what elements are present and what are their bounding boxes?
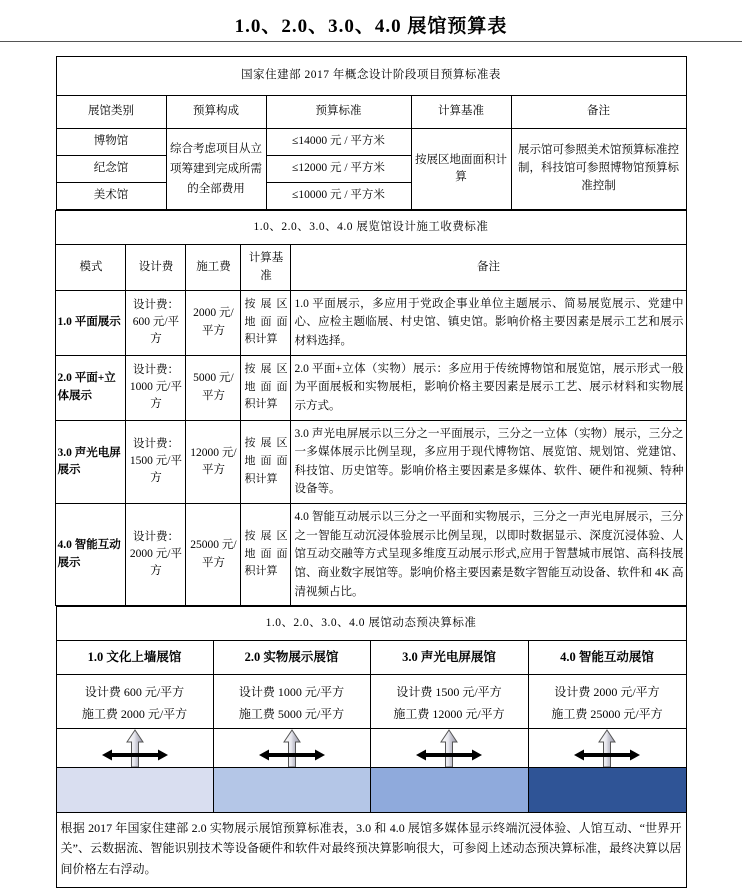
build-fee-1-0: 2000 元/平方 bbox=[186, 290, 241, 355]
up-and-horizontal-arrow-icon bbox=[247, 729, 337, 767]
column-header-basis: 计算基准 bbox=[411, 96, 511, 129]
column-header-build-fee: 施工费 bbox=[186, 245, 241, 291]
column-header-standard: 预算标准 bbox=[266, 96, 411, 129]
mode-3-0: 3.0 声光电屏展示 bbox=[56, 420, 126, 504]
color-bar-4-0 bbox=[529, 768, 686, 812]
build-fee-label-3-0: 施工费 12000 元/平方 bbox=[393, 707, 505, 722]
table-row bbox=[56, 504, 686, 606]
budget-standard-table bbox=[56, 56, 687, 210]
build-fee-label-1-0: 施工费 2000 元/平方 bbox=[81, 707, 188, 722]
pavilion-fees-1-0 bbox=[56, 675, 213, 728]
pavilion-header-1-0: 1.0 文化上墙展馆 bbox=[56, 641, 213, 675]
design-construction-fee-table bbox=[55, 210, 686, 606]
color-bar-1-0 bbox=[57, 768, 213, 812]
fluctuation-arrows-1-0 bbox=[57, 729, 213, 767]
fluctuation-arrows-4-0 bbox=[529, 729, 686, 767]
mode-2-0: 2.0 平面+立体展示 bbox=[56, 355, 126, 420]
design-fee-label-4-0: 设计费 2000 元/平方 bbox=[554, 685, 660, 700]
color-bar-cell-4-0 bbox=[528, 767, 686, 812]
color-bar-cell-3-0 bbox=[370, 767, 528, 812]
arrow-cell-4-0 bbox=[528, 728, 686, 767]
calculation-basis-cell: 按展区地面面积计算 bbox=[411, 129, 511, 210]
column-header-mode: 模式 bbox=[56, 245, 126, 291]
remark-cell: 展示馆可参照美术馆预算标准控制，科技馆可参照博物馆预算标准控制 bbox=[511, 129, 686, 210]
arrow-cell-3-0 bbox=[370, 728, 528, 767]
design-fee-1-0: 设计费：600 元/平方 bbox=[126, 290, 186, 355]
table-row bbox=[56, 607, 686, 641]
build-fee-3-0: 12000 元/平方 bbox=[186, 420, 241, 504]
basis-2-0: 按展区地面面积计算 bbox=[241, 355, 291, 420]
note-4-0: 4.0 智能互动展示以三分之一平面和实物展示，三分之一声光电屏展示，三分之一智能互动沉浸体验展示比例呈现，以即时数据显示、深度沉浸体验、人馆互动交融等方式呈现多维度互动展示形式,应用于智慧城市展馆、高科技展馆、商业数字展馆等。影响价格主要因素是数字智能互动设备、软件和 4K 高清视频占比。 bbox=[291, 504, 686, 606]
color-bar-cell-2-0 bbox=[213, 767, 370, 812]
mode-1-0: 1.0 平面展示 bbox=[56, 290, 126, 355]
pavilion-header-3-0: 3.0 声光电屏展馆 bbox=[370, 641, 528, 675]
table-header-row bbox=[56, 641, 686, 675]
column-header-basis: 计算基准 bbox=[241, 245, 291, 291]
color-bar-row bbox=[56, 767, 686, 812]
budget-standard-museum: ≤14000 元 / 平方米 bbox=[266, 129, 411, 156]
dynamic-budget-table bbox=[56, 606, 687, 888]
table3-caption: 1.0、2.0、3.0、4.0 展馆动态预决算标准 bbox=[56, 607, 686, 641]
fluctuation-arrows-3-0 bbox=[371, 729, 528, 767]
table-row bbox=[56, 57, 686, 96]
up-and-horizontal-arrow-icon bbox=[562, 729, 652, 767]
table2-caption: 1.0、2.0、3.0、4.0 展览馆设计施工收费标准 bbox=[56, 211, 686, 245]
basis-1-0: 按展区地面面积计算 bbox=[241, 290, 291, 355]
color-bar-3-0 bbox=[371, 768, 528, 812]
column-header-composition: 预算构成 bbox=[166, 96, 266, 129]
build-fee-4-0: 25000 元/平方 bbox=[186, 504, 241, 606]
table1-caption: 国家住建部 2017 年概念设计阶段项目预算标准表 bbox=[56, 57, 686, 96]
up-and-horizontal-arrow-icon bbox=[90, 729, 180, 767]
table-header-row bbox=[56, 96, 686, 129]
note-3-0: 3.0 声光电屏展示以三分之一平面展示，三分之一立体（实物）展示，三分之一多媒体展示比例呈现，多应用于现代博物馆、展览馆、规划馆、党建馆、科技馆、历史馆等。影响价格主要因素是多媒体、软件、硬件和视频、特种设备等。 bbox=[291, 420, 686, 504]
table-row bbox=[56, 290, 686, 355]
design-fee-label-2-0: 设计费 1000 元/平方 bbox=[238, 685, 345, 700]
budget-composition-cell: 综合考虑项目从立项筹建到完成所需的全部费用 bbox=[166, 129, 266, 210]
design-fee-label-3-0: 设计费 1500 元/平方 bbox=[396, 685, 502, 700]
fluctuation-arrows-2-0 bbox=[214, 729, 370, 767]
build-fee-2-0: 5000 元/平方 bbox=[186, 355, 241, 420]
table-row bbox=[56, 129, 686, 156]
up-and-horizontal-arrow-icon bbox=[404, 729, 494, 767]
title-divider bbox=[0, 41, 742, 42]
pavilion-category-memorial: 纪念馆 bbox=[56, 156, 166, 183]
design-fee-4-0: 设计费：2000 元/平方 bbox=[126, 504, 186, 606]
color-bar-cell-1-0 bbox=[56, 767, 213, 812]
design-fee-2-0: 设计费：1000 元/平方 bbox=[126, 355, 186, 420]
design-fee-3-0: 设计费：1500 元/平方 bbox=[126, 420, 186, 504]
pavilion-header-2-0: 2.0 实物展示展馆 bbox=[213, 641, 370, 675]
table-header-row bbox=[56, 245, 686, 291]
note-2-0: 2.0 平面+立体（实物）展示：多应用于传统博物馆和展览馆，展示形式一般为平面展板和实物展柜，影响价格主要因素是展示工艺、展示材料和实物展示方式。 bbox=[291, 355, 686, 420]
table-row bbox=[56, 355, 686, 420]
design-fee-label-1-0: 设计费 600 元/平方 bbox=[84, 685, 185, 700]
build-fee-label-2-0: 施工费 5000 元/平方 bbox=[238, 707, 345, 722]
basis-3-0: 按展区地面面积计算 bbox=[241, 420, 291, 504]
basis-4-0: 按展区地面面积计算 bbox=[241, 504, 291, 606]
arrow-cell-2-0 bbox=[213, 728, 370, 767]
column-header-category: 展馆类别 bbox=[56, 96, 166, 129]
pavilion-category-museum: 博物馆 bbox=[56, 129, 166, 156]
note-1-0: 1.0 平面展示，多应用于党政企事业单位主题展示、简易展览展示、党建中心、应检主题临展、村史馆、镇史馆。影响价格主要因素是展示工艺和展示材料选择。 bbox=[291, 290, 686, 355]
column-header-note: 备注 bbox=[291, 245, 686, 291]
arrow-cell-1-0 bbox=[56, 728, 213, 767]
color-bar-2-0 bbox=[214, 768, 370, 812]
arrow-row bbox=[56, 728, 686, 767]
pavilion-header-4-0: 4.0 智能互动展馆 bbox=[528, 641, 686, 675]
table-row bbox=[56, 812, 686, 888]
budget-standard-art: ≤10000 元 / 平方米 bbox=[266, 183, 411, 210]
pavilion-category-art: 美术馆 bbox=[56, 183, 166, 210]
table-row bbox=[56, 211, 686, 245]
pavilion-fees-4-0 bbox=[528, 675, 686, 728]
column-header-design-fee: 设计费 bbox=[126, 245, 186, 291]
pavilion-fees-3-0 bbox=[370, 675, 528, 728]
table-row bbox=[56, 675, 686, 728]
table-row bbox=[56, 420, 686, 504]
page-title: 1.0、2.0、3.0、4.0 展馆预算表 bbox=[234, 16, 508, 37]
build-fee-label-4-0: 施工费 25000 元/平方 bbox=[551, 707, 663, 722]
column-header-remark: 备注 bbox=[511, 96, 686, 129]
budget-standard-memorial: ≤12000 元 / 平方米 bbox=[266, 156, 411, 183]
mode-4-0: 4.0 智能互动展示 bbox=[56, 504, 126, 606]
table3-footnote: 根据 2017 年国家住建部 2.0 实物展示展馆预算标准表，3.0 和 4.0 展馆多媒体显示终端沉浸体验、人馆互动、“世界开关”、云数据流、智能识别技术等设备硬件和软件对最终预决算影响很大，可参阅上述动态预决算标准，最终决算以居间价格左右浮动。 bbox=[56, 812, 686, 888]
pavilion-fees-2-0 bbox=[213, 675, 370, 728]
